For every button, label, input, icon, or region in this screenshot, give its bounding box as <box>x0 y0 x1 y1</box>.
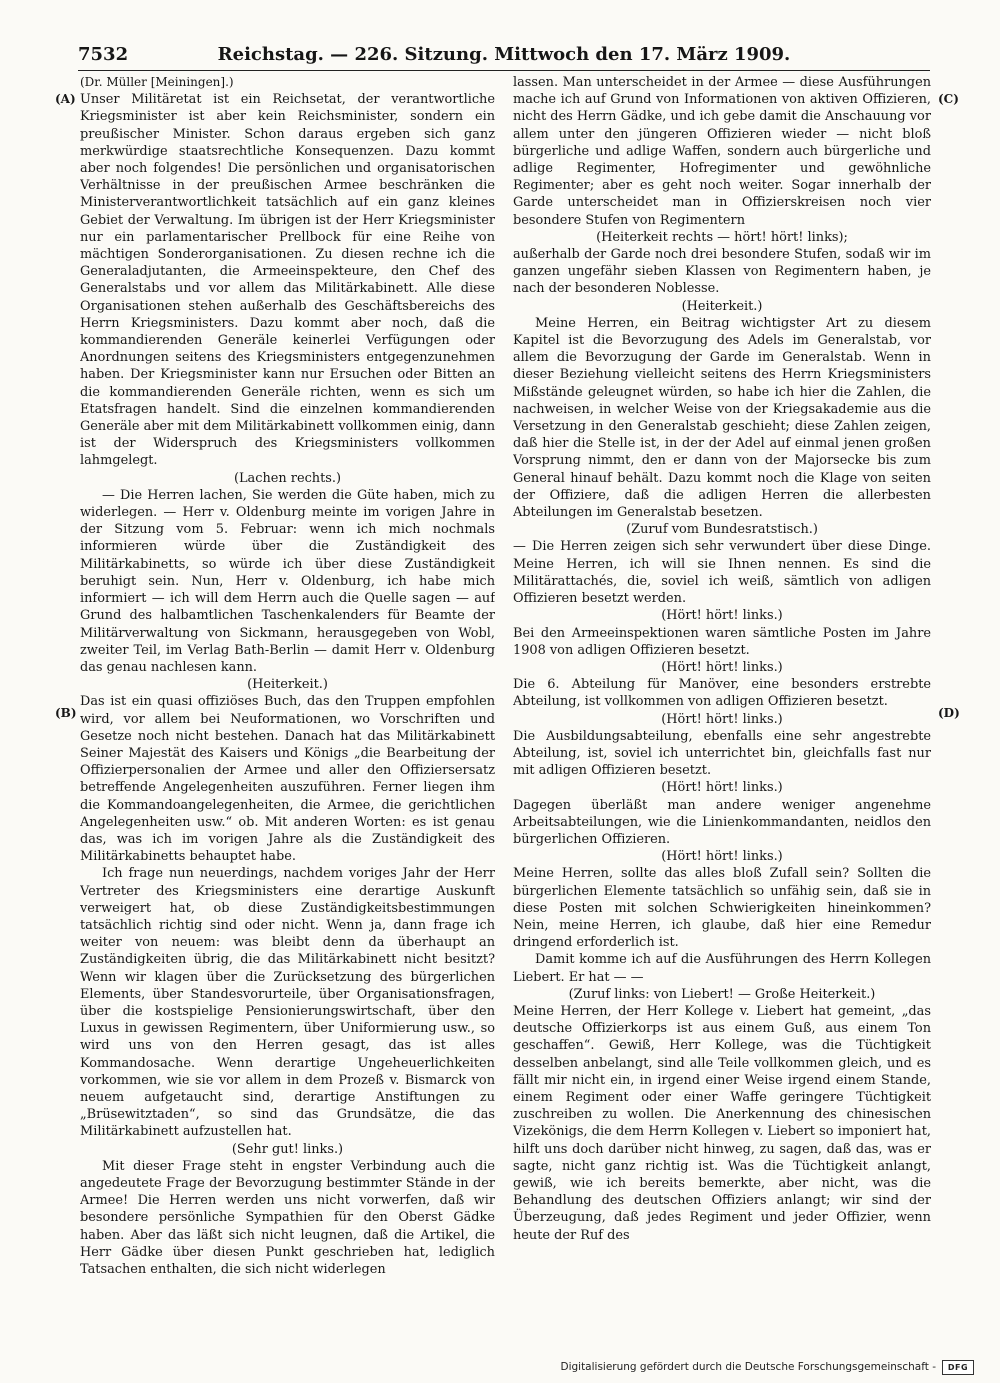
paragraph: Ich frage nun neuerdings, nachdem voriges Jahr der Herr Vertreter des Kriegsministers eine derartige Auskunft verweigert hat, ob diese Zuständigkeitsbestimmungen tatsächlich richtig sind oder nicht. Wenn ja, dann frage ich weiter von neuem: was bleibt denn da überhaupt an Zuständigkeiten übrig, die das Militärkabinett nicht besitzt? Wenn wir klagen über die Zurücksetzung des bürgerlichen Elements, über Standesvorurteile, über Organisationsfragen, über die kostspielige Pensionierungswirtschaft, über den Luxus in gewissen Regimentern, über Uniformierung usw., so wird uns von den Herren gesagt, das ist alles Kommandosache. Wenn derartige Ungeheuerlichkeiten vorkommen, wie sie vor allem in dem Prozeß v. Bismarck von neuem aufgetaucht sind, derartige Anstiftungen zu „Brüsewitztaden“, so sind das Grundsätze, die das Militärkabinett aufzustellen hat. <box>80 866 495 1140</box>
paragraph: Das ist ein quasi offiziöses Buch, das den Truppen empfohlen wird, vor allem bei Neuformationen, wo Vorschriften und Gesetze noch nicht bestehen. Danach hat das Militärkabinett Seiner Majestät des Kaisers und Königs „die Bearbeitung der Offizierpersonalien der Armee und aller den Offiziersersatz betreffende Angelegenheiten auszuführen. Ferner liegen ihm die Kommandoangelegenheiten, die Armee, die gerichtlichen Angelegenheiten usw.“ ob. Mit anderen Worten: es ist genau das, was ich im vorigen Jahre als die Zuständigkeit des Militärkabinetts behauptet habe. <box>80 694 495 865</box>
interjection: (Heiterkeit.) <box>247 677 328 693</box>
interjection: (Zuruf links: von Liebert! — Große Heiterkeit.) <box>568 986 876 1002</box>
margin-marker-c: (C) <box>938 92 959 106</box>
paragraph: — Die Herren lachen, Sie werden die Güte haben, mich zu widerlegen. — Herr v. Oldenburg meinte im vorigen Jahre in der Sitzung vom 5. Februar: wenn ich mich nochmals informieren würde über die Zuständigkeit des Militärkabinetts, so würde ich über diese Zuständigkeit beruhigt sein. Nun, Herr v. Oldenburg, ich habe mich informiert — ich will dem Herrn auch die Quelle sagen — auf Grund des halbamtlichen Taschenkalenders für Beamte der Militärverwaltung von Sickmann, herausgegeben von Wobl, zweiter Teil, im Verlag Bath-Berlin — damit Herr v. Oldenburg das genau nachlesen kann. <box>80 487 495 675</box>
dfg-logo-text: DFG <box>947 1362 969 1372</box>
margin-marker-a: (A) <box>55 92 76 106</box>
paragraph: Meine Herren, ein Beitrag wichtigster Art zu diesem Kapitel ist die Bevorzugung des Adels im Generalstab, vor allem die Bevorzugung der Garde im Generalstab. Wenn in dieser Beziehung vielleicht seitens des Herrn Kriegsministers Mißstände geleugnet würden, so habe ich hier die Zahlen, die nachweisen, in welcher Weise von der Kriegsakademie aus die Versetzung in den Generalstab geschieht; diese Zahlen zeigen, daß hier die Stelle ist, in der der Adel auf einmal jenen großen Vorsprung nimmt, den er dann von der Majorsecke bis zum General hinauf behält. Dazu kommt noch die Klage von seiten der Offiziere, daß die adligen Herren die allerbesten Abteilungen im Generalstab besetzen. <box>513 315 931 521</box>
paragraph: Unser Militäretat ist ein Reichsetat, der verantwortliche Kriegsminister ist aber kein Reichsminister, sondern ein preußischer Minister. Schon daraus ergeben sich ganz merkwürdige staatsrechtliche Konsequenzen. Dazu kommt aber noch folgendes! Die persönlichen und organisatorischen Verhältnisse in der preußischen Armee beschränken die Ministerverantwortlichkeit tatsächlich auf ein ganz kleines Gebiet der Verwaltung. Im übrigen ist der Herr Kriegsminister nur ein parlamentarischer Prellbock für eine Reihe von mächtigen Sonderorganisationen. Zu diesen rechne ich die Generaladjutanten, die Armeeinspekteure, den Chef des Generalstabs und vor allem das Militärkabinett. Alle diese Organisationen stehen außerhalb des Geschäftsbereichs des Herrn Kriegsministers. Dazu kommt aber noch, daß die kommandierenden Generäle keinerlei Verfügungen oder Anordnungen seitens des Kriegsministers entgegenzunehmen haben. Der Kriegsminister kann nur Ersuchen oder Bitten an die kommandierenden Generäle richten, wenn es sich um Etatsfragen handelt. Sind die einzelnen kommandierenden Generäle aber mit dem Militärkabinett vollkommen einig, dann ist der Widerspruch des Kriegsministers vollkommen lahmgelegt. <box>80 92 495 469</box>
paragraph: lassen. Man unterscheidet in der Armee — diese Ausführungen mache ich auf Grund von Informationen von aktiven Offizieren, nicht des Herrn Gädke, und ich gebe damit die Anschauung vor allem unter den jüngeren Offizieren wieder — nicht bloß bürgerliche und adlige Waffen, sondern auch bürgerliche und adlige Regimenter, Hofregimenter und gewöhnliche Regimenter; aber es geht noch weiter. Sogar innerhalb der Garde unterscheidet man in Offizierskreisen noch vier besondere Stufen von Regimentern <box>513 75 931 228</box>
paragraph: außerhalb der Garde noch drei besondere Stufen, sodaß wir im ganzen ungefähr sieben Klassen von Regimentern haben, je nach der besonderen Noblesse. <box>513 247 931 297</box>
interjection: (Lachen rechts.) <box>233 470 342 486</box>
interjection: (Hört! hört! links.) <box>661 711 783 727</box>
paragraph: Meine Herren, der Herr Kollege v. Liebert hat gemeint, „das deutsche Offizierkorps ist aus einem Guß, aus einem Ton geschaffen“. Gewiß, Herr Kollege, was die Tüchtigkeit desselben anbelangt, sind alle Teile vollkommen gleich, und es fällt mir nicht ein, in irgend einer Weise irgend einem Stande, einem Regiment oder einer Waffe geringere Tüchtigkeit zuschreiben zu wollen. Die Anerkennung des chinesischen Vizekönigs, die dem Herrn Kollegen v. Liebert so imponiert hat, hilft uns doch darüber nicht hinweg, zu sagen, daß das, was er sagte, nicht ganz richtig ist. Was die Tüchtigkeit anlangt, gewiß, wie ich bereits bemerkte, aber nicht, was die Behandlung des deutschen Offiziers anlangt; wir sind der Überzeugung, daß jedes Regiment und jeder Offizier, wenn heute der Ruf des <box>513 1003 931 1243</box>
interjection: (Hört! hört! links.) <box>661 780 783 796</box>
paragraph: Die 6. Abteilung für Manöver, eine besonders erstrebte Abteilung, ist vollkommen von adligen Offizieren besetzt. <box>513 677 931 710</box>
dfg-logo <box>942 1360 974 1375</box>
paragraph: Die Ausbildungsabteilung, ebenfalls eine sehr angestrebte Abteilung, ist, soviel ich unterrichtet bin, gleichfalls fast nur mit adligen Offizieren besetzt. <box>513 728 931 779</box>
right-text-column <box>513 74 931 1314</box>
interjection: (Hört! hört! links.) <box>661 659 783 675</box>
left-text-column <box>80 74 495 1314</box>
paragraph: Damit komme ich auf die Ausführungen des Herrn Kollegen Liebert. Er hat — — <box>513 952 931 985</box>
paragraph: Bei den Armeeinspektionen waren sämtliche Posten im Jahre 1908 von adligen Offizieren besetzt. <box>513 625 931 658</box>
page-number: 7532 <box>78 44 129 65</box>
running-header <box>78 40 930 71</box>
funding-footer <box>560 1357 974 1377</box>
interjection: (Hört! hört! links.) <box>661 849 783 865</box>
speaker-line: (Dr. Müller [Meiningen].) <box>80 75 234 89</box>
interjection: (Heiterkeit rechts — hört! hört! links); <box>596 229 848 245</box>
paragraph: — Die Herren zeigen sich sehr verwundert über diese Dinge. Meine Herren, ich will sie Ihnen nennen. Es sind die Militärattachés, die, soviel ich weiß, sämtlich von adligen Offizieren besetzt werden. <box>513 539 931 607</box>
interjection: (Heiterkeit.) <box>681 298 763 314</box>
interjection: (Zuruf vom Bundesratstisch.) <box>626 522 818 538</box>
paragraph: Mit dieser Frage steht in engster Verbindung auch die angedeutete Frage der Bevorzugung bestimmter Stände in der Armee! Die Herren werden uns nicht vorwerfen, daß wir besondere persönliche Sympathien für den Oberst Gädke haben. Aber das läßt sich nicht leugnen, daß die Artikel, die Herr Gädke über diesen Punkt geschrieben hat, lediglich Tatsachen enthalten, die sich nicht widerlegen <box>80 1158 495 1278</box>
running-title: Reichstag. — 226. Sitzung. Mittwoch den 17. März 1909. <box>217 44 791 65</box>
interjection: (Sehr gut! links.) <box>231 1141 344 1157</box>
footer-text: Digitalisierung gefördert durch die Deutsche Forschungsgemeinschaft - <box>560 1361 936 1373</box>
paragraph: Dagegen überläßt man andere weniger angenehme Arbeitsabteilungen, wie die Linienkommandanten, neidlos den bürgerlichen Offizieren. <box>513 797 931 847</box>
paragraph: Meine Herren, sollte das alles bloß Zufall sein? Sollten die bürgerlichen Elemente tatsächlich so unfähig sein, daß sie in diese Posten mit solchen Schwierigkeiten hineinkommen? Nein, meine Herren, ich glaube, daß hier eine Remedur dringend erforderlich ist. <box>513 866 931 951</box>
margin-marker-d: (D) <box>938 706 960 720</box>
interjection: (Hört! hört! links.) <box>661 608 783 624</box>
margin-marker-b: (B) <box>55 706 77 720</box>
